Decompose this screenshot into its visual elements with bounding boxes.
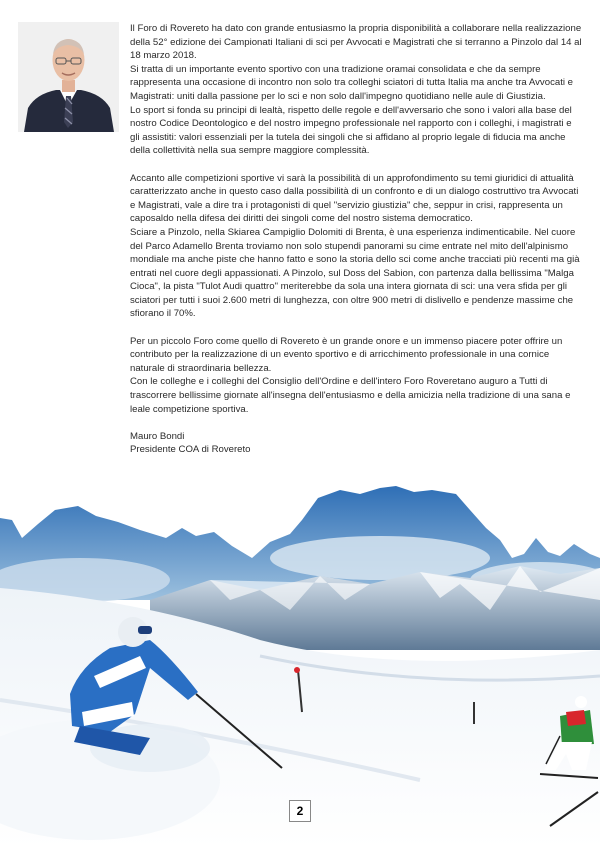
ski-slope-illustration: [0, 480, 600, 848]
intro-paragraph: Il Foro di Rovereto ha dato con grande entusiasmo la propria disponibilità a collaborare nella realizzazione della 52° edizione dei Campionati Italiani di sci per Avvocati e Magistrati che si terranno a Pinzolo dal 14 al 18 marzo 2018.: [130, 23, 582, 62]
author-portrait: [18, 22, 119, 132]
paragraph-spacer: [130, 321, 582, 335]
wishes-paragraph: Con le colleghe e i colleghi del Consiglio dell'Ordine e dell'intero Foro Roveretano auguro a Tutti di trascorrere bellissime giornate all'insegna dell'entusiasmo e della amicizia nella tradizione di una sana e leale competizione sportiva.: [130, 376, 571, 415]
signature-name: Mauro Bondi: [130, 430, 185, 442]
event-tradition-paragraph: Si tratta di un importante evento sportivo con una tradizione oramai consolidata e che da sempre rappresenta una occasione di incontro non solo tra colleghi sciatori di tutta Italia ma anche tra Avvocati e Magistrati: uniti dalla passione per lo sci e non solo dall'impegno quotidiano nelle aule di Giustizia.: [130, 63, 573, 102]
paragraph-spacer: [130, 158, 582, 172]
legal-topics-paragraph: Accanto alle competizioni sportive vi sarà la possibilità di un approfondimento su temi giuridici di attualità caratterizzato anche in questo caso dalla possibilità di un confronto e di un dialogo costruttivo tra Avvocati e Magistrati, vale a dire tra i protagonisti di quel "servizio giustizia" che, seppur in crisi, rappresenta un caposaldo nella difesa dei diritti dei singoli come del nostro sistema democratico.: [130, 172, 579, 225]
page-number: 2: [289, 800, 311, 822]
sport-values-paragraph: Lo sport si fonda su principi di lealtà, rispetto delle regole e dell'avversario che sono i valori alla base del nostro Codice Deontologico e del nostro impegno professionale nel rapporto con i colleghi, i magistrati e gli assistiti: valori essenziali per la tutela dei singoli che si affidano al proprio legale di fiducia ma anche della collettività nella sua sempre maggiore complessità.: [130, 104, 572, 157]
pinzolo-paragraph: Sciare a Pinzolo, nella Skiarea Campiglio Dolomiti di Brenta, è una esperienza indimenticabile. Nel cuore del Parco Adamello Brenta troviamo non solo stupendi panorami su cime entrate nel mito dell'alpinismo mondiale ma anche piste che hanno fatto e sono la storia dello sci come anche tracciati più recenti ma già entrati nel cuore degli appassionati. A Pinzolo, sul Doss del Sabion, con partenza dalla bellissima "Malga Cioca", la pista "Tulot Audi quattro" meriterebbe da sola una intera giornata di sci: una vera sfida per gli sciatori per tutti i suoi 2.600 metri di lunghezza, con oltre 900 metri di dislivello e pendenze massime che sfiorano il 70%.: [130, 226, 580, 320]
letter-body: [130, 22, 582, 457]
portrait-illustration: [18, 22, 119, 132]
honor-paragraph: Per un piccolo Foro come quello di Rovereto è un grande onore e un immenso piacere poter offrire un contributo per la realizzazione di un evento sportivo e di arricchimento professionale in una cornice naturale di straordinaria bellezza.: [130, 335, 563, 374]
signature-title: Presidente COA di Rovereto: [130, 444, 251, 456]
